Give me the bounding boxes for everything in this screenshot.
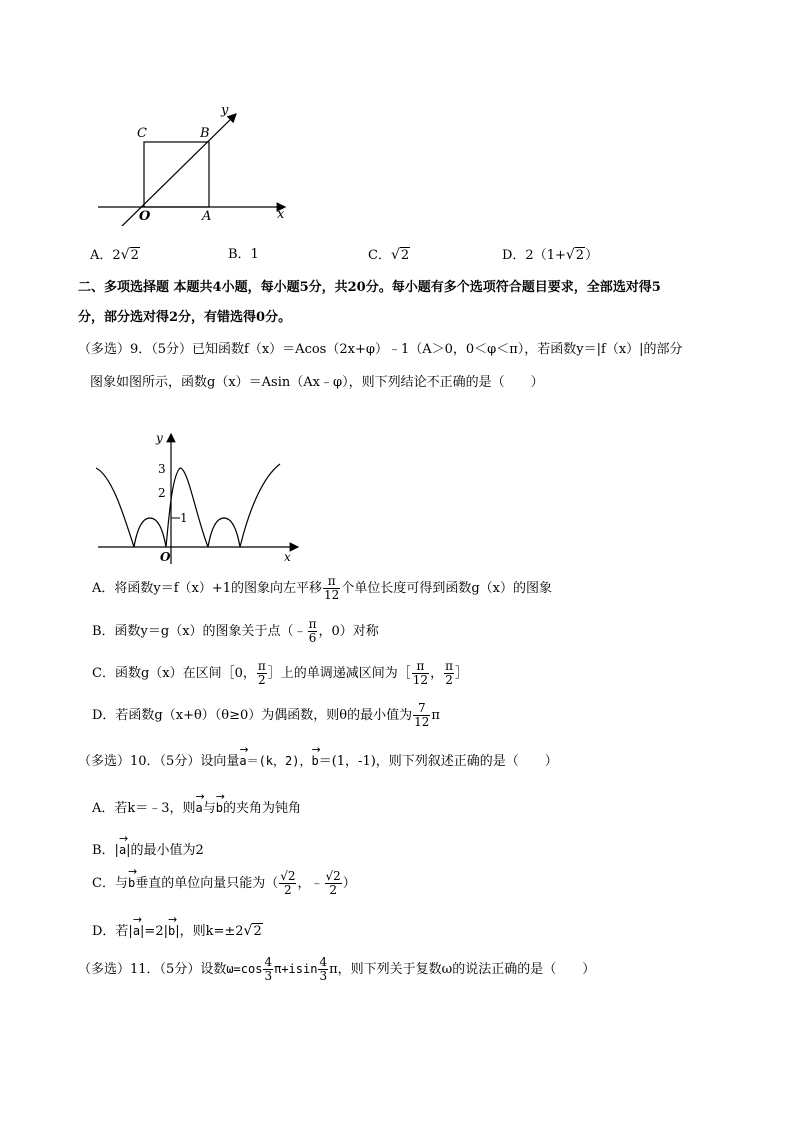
vector-arrow-icon: → [132, 913, 143, 926]
vector-letter: a [239, 754, 247, 768]
q10-option-d-text: D．若| [92, 924, 133, 939]
q8-option-c [368, 246, 410, 265]
q11-stem [78, 956, 595, 983]
vector-arrow-icon: → [127, 865, 138, 878]
q10-option-d-text-3: |，则k=±2 [175, 924, 244, 939]
q10-stem [78, 743, 558, 771]
q10-option-c-text-2: 垂直的单位向量只能为（ [135, 876, 279, 891]
q9-option-b-text-2: ，0）对称 [318, 624, 379, 639]
curve-segment-1 [96, 468, 134, 547]
vector-letter: a [118, 843, 127, 857]
radicand: 2 [400, 248, 410, 263]
q9-option-c [92, 660, 468, 687]
fraction [257, 660, 267, 687]
vector-a [132, 913, 143, 940]
q8-option-d-suffix: ） [585, 248, 599, 263]
sqrt: √2 [390, 247, 410, 263]
denominator: 3 [319, 969, 328, 983]
curve-segment-5 [240, 464, 280, 547]
square-figure [90, 96, 300, 226]
denominator: 2 [284, 883, 292, 897]
vector-letter: b [311, 754, 319, 768]
q9-stem-line2: 图象如图所示，函数g（x）＝Asin（Ax﹣φ），则下列结论不正确的是（ ） [90, 375, 544, 390]
numerator: π [412, 660, 429, 674]
section-2-header-line1: 二、多项选择题 本题共4小题，每小题5分，共20分。每小题有多个选项符合题目要求，全部选对得5 [78, 280, 661, 295]
numerator: 4 [319, 955, 328, 969]
q10-option-c-text: C．与 [92, 876, 128, 891]
q8-option-d-text: D．2（1+ [502, 248, 566, 263]
curve-segment-2 [134, 518, 166, 547]
sqrt: √2 [243, 923, 262, 939]
vector-a-value: ＝(k，2)， [246, 754, 312, 768]
paren: ） [342, 876, 356, 891]
q10-option-c [92, 865, 356, 897]
vector-letter: a [132, 924, 141, 938]
bracket: ］ [454, 666, 468, 681]
q9-option-c-text: C．函数g（x）在区间［0， [92, 666, 256, 681]
vector-arrow-icon: → [239, 743, 249, 756]
omega-expression: ω=cos [226, 962, 263, 976]
fraction [444, 660, 454, 687]
vector-a [118, 832, 129, 859]
comma: ， [430, 666, 444, 681]
tick-3: 3 [158, 462, 166, 476]
label-y: y [221, 103, 229, 118]
vector-letter: b [215, 801, 224, 815]
label-x: x [277, 207, 285, 222]
label-o: O [160, 550, 171, 564]
q9-option-d [92, 702, 440, 729]
curve-segment-4 [208, 518, 240, 547]
label-b: B [200, 126, 210, 141]
sqrt: √2 [565, 247, 585, 263]
vector-arrow-icon: → [118, 832, 129, 845]
vector-arrow-icon: → [195, 790, 205, 803]
pi-symbol: π [329, 962, 338, 977]
radicand: 2 [253, 924, 262, 939]
vector-letter: b [167, 924, 176, 938]
q10-option-b [92, 832, 204, 860]
q10-option-b-text-2: |的最小值为2 [126, 843, 204, 858]
q8-option-d [502, 246, 598, 265]
q11-stem-text-2: ，则下列关于复数ω的说法正确的是（ ） [337, 962, 596, 977]
denominator: 2 [329, 883, 337, 897]
q9-option-a-text: A．将函数y＝f（x）+1的图象向左平移 [92, 581, 323, 596]
q11-stem-text: （多选）11．（5分）设数 [78, 962, 227, 977]
fraction [318, 956, 328, 983]
abs-function-graph [92, 426, 312, 566]
label-x: x [284, 550, 291, 564]
q8-option-a [90, 246, 140, 265]
numerator: π [257, 659, 266, 673]
denominator: 2 [445, 673, 453, 687]
fraction [325, 870, 342, 897]
comma: ，﹣ [297, 876, 324, 891]
q9-option-d-text: D．若函数g（x+θ）（θ≥0）为偶函数，则θ的最小值为 [92, 708, 413, 723]
q10-option-a-text: A．若k＝﹣3，则 [92, 801, 196, 816]
q10-option-a [92, 790, 302, 818]
numerator: 7 [413, 702, 430, 716]
denominator: 12 [412, 673, 429, 687]
q10-option-d [92, 913, 263, 941]
q9-option-b [92, 618, 379, 645]
denominator: 12 [414, 715, 430, 729]
q10-stem-text: （多选）10．（5分）设向量 [78, 754, 240, 769]
q9-stem-line1: （多选）9．（5分）已知函数f（x）＝Acos（2x+φ）﹣1（A＞0，0＜φ＜π），若函数y＝|f（x）|的部分 [78, 342, 683, 357]
vector-arrow-icon: → [167, 913, 178, 926]
label-o: O [139, 209, 151, 224]
fraction [279, 870, 296, 897]
q10-option-b-text: B．| [92, 843, 119, 858]
tick-2: 2 [158, 486, 166, 500]
vector-a [239, 743, 249, 770]
label-a: A [202, 209, 212, 224]
numerator: π [308, 617, 317, 631]
sqrt: √2 [120, 247, 139, 263]
numerator: √2 [280, 869, 296, 883]
denominator: 12 [324, 588, 340, 602]
fraction [323, 575, 340, 602]
label-c: C [137, 126, 147, 141]
denominator: 3 [264, 969, 273, 983]
pi-symbol: π [431, 708, 440, 723]
radicand: 2 [130, 248, 139, 263]
fraction [263, 956, 273, 983]
q9-option-a [92, 575, 552, 602]
vector-arrow-icon: → [215, 790, 226, 803]
numerator: π [323, 575, 340, 589]
vector-arrow-icon: → [311, 743, 321, 756]
section-2-header-line2: 分，部分选对得2分，有错选得0分。 [78, 310, 292, 325]
q10-option-a-text-2: 的夹角为钝角 [223, 801, 302, 816]
q10-option-d-text-2: |=2| [140, 924, 168, 939]
omega-expression-2: π+isin [274, 962, 318, 976]
numerator: 4 [264, 955, 273, 969]
conjunction: 与 [202, 801, 216, 816]
radicand: 2 [575, 248, 585, 263]
tick-1: 1 [180, 511, 188, 525]
curve-segment-3 [166, 468, 208, 547]
vector-letter: b [127, 876, 136, 890]
denominator: 6 [308, 631, 317, 645]
vector-b [311, 743, 321, 770]
vector-b [215, 790, 226, 817]
q8-option-c-text: C． [368, 248, 391, 263]
vector-letter: a [195, 801, 203, 815]
fraction [308, 618, 318, 645]
q8-option-a-text: A．2 [90, 248, 121, 263]
q10-stem-text-2: ＝(1，-1)，则下列叙述正确的是（ ） [318, 754, 558, 769]
vector-b [167, 913, 178, 940]
q9-option-c-text-2: ］上的单调递减区间为［ [267, 666, 411, 681]
vector-a [195, 790, 205, 817]
q9-option-b-text: B．函数y＝g（x）的图象关于点（﹣ [92, 624, 307, 639]
fraction [412, 660, 429, 687]
label-y: y [156, 431, 163, 445]
denominator: 2 [258, 673, 266, 687]
numerator: √2 [325, 869, 341, 883]
q9-option-a-text-2: 个单位长度可得到函数g（x）的图象 [341, 581, 552, 596]
fraction [413, 702, 430, 729]
square-oabc [144, 142, 209, 207]
vector-b [127, 865, 138, 892]
q8-option-b: B．1 [228, 247, 259, 262]
numerator: π [445, 659, 453, 673]
